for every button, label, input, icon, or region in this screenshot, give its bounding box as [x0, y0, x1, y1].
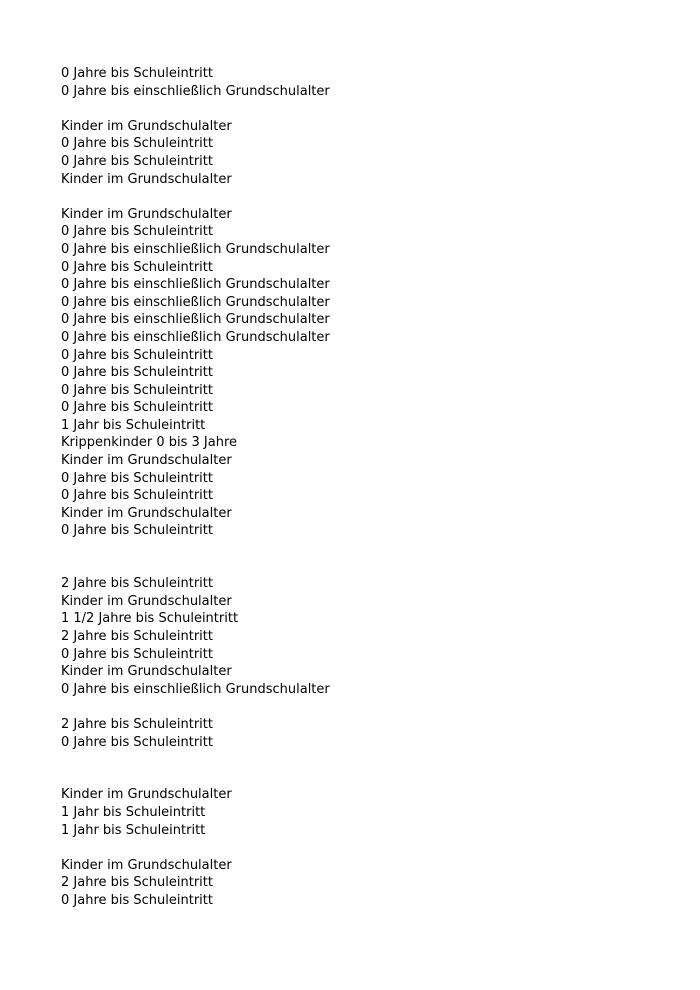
- text-line: Kinder im Grundschulalter: [61, 857, 232, 873]
- text-line: 1 Jahr bis Schuleintritt: [61, 822, 206, 838]
- text-line: 0 Jahre bis Schuleintritt: [61, 400, 213, 416]
- text-line: 0 Jahre bis einschließlich Grundschulalter: [61, 312, 330, 328]
- text-line: 0 Jahre bis Schuleintritt: [61, 523, 213, 539]
- text-line: 2 Jahre bis Schuleintritt: [61, 629, 213, 644]
- text-line: Kinder im Grundschulalter: [61, 171, 232, 187]
- blank-line: [61, 540, 661, 558]
- text-line: Kinder im Grundschulalter: [61, 206, 232, 222]
- text-line: 0 Jahre bis Schuleintritt: [61, 136, 213, 152]
- blank-line: [61, 698, 661, 716]
- text-line: 0 Jahre bis Schuleintritt: [61, 153, 213, 169]
- blank-line: [61, 751, 661, 769]
- text-line: 1 1/2 Jahre bis Schuleintritt: [61, 611, 239, 627]
- text-line: Krippenkinder 0 bis 3 Jahre: [61, 435, 238, 451]
- text-line: 0 Jahre bis einschließlich Grundschulalter: [61, 294, 330, 310]
- text-line: 0 Jahre bis einschließlich Grundschulalter: [61, 329, 330, 345]
- blank-line: [61, 188, 661, 206]
- age-group-list: [61, 65, 661, 910]
- text-line: 0 Jahre bis Schuleintritt: [61, 892, 213, 908]
- text-line: Kinder im Grundschulalter: [61, 453, 232, 469]
- blank-line: [61, 839, 661, 857]
- text-line: Kinder im Grundschulalter: [61, 505, 232, 521]
- text-line: 2 Jahre bis Schuleintritt: [61, 875, 213, 891]
- text-line: 2 Jahre bis Schuleintritt: [61, 716, 213, 732]
- text-line: 0 Jahre bis Schuleintritt: [61, 470, 213, 486]
- text-line: 1 Jahr bis Schuleintritt: [61, 417, 206, 433]
- blank-line: [61, 100, 661, 118]
- text-line: 0 Jahre bis Schuleintritt: [61, 66, 213, 81]
- text-line: Kinder im Grundschulalter: [61, 593, 232, 609]
- text-line: Kinder im Grundschulalter: [61, 787, 232, 803]
- text-line: 0 Jahre bis einschließlich Grundschulalter: [61, 681, 330, 697]
- text-line: 0 Jahre bis Schuleintritt: [61, 259, 213, 275]
- text-line: Kinder im Grundschulalter: [61, 118, 232, 134]
- text-line: 1 Jahr bis Schuleintritt: [61, 804, 206, 820]
- text-line: 0 Jahre bis Schuleintritt: [61, 488, 213, 504]
- text-line: 0 Jahre bis Schuleintritt: [61, 646, 213, 662]
- text-line: 0 Jahre bis Schuleintritt: [61, 224, 213, 240]
- text-line: 0 Jahre bis einschließlich Grundschulalter: [61, 277, 330, 293]
- text-line: 0 Jahre bis Schuleintritt: [61, 365, 213, 381]
- text-line: 0 Jahre bis Schuleintritt: [61, 734, 213, 750]
- text-line: Kinder im Grundschulalter: [61, 664, 232, 680]
- text-line: 0 Jahre bis einschließlich Grundschulalter: [61, 241, 330, 257]
- text-line: 0 Jahre bis Schuleintritt: [61, 347, 213, 363]
- text-line: 2 Jahre bis Schuleintritt: [61, 576, 213, 592]
- text-line: 0 Jahre bis Schuleintritt: [61, 382, 213, 398]
- text-line: 0 Jahre bis einschließlich Grundschulalter: [61, 83, 330, 99]
- blank-line: [61, 769, 661, 787]
- blank-line: [61, 558, 661, 576]
